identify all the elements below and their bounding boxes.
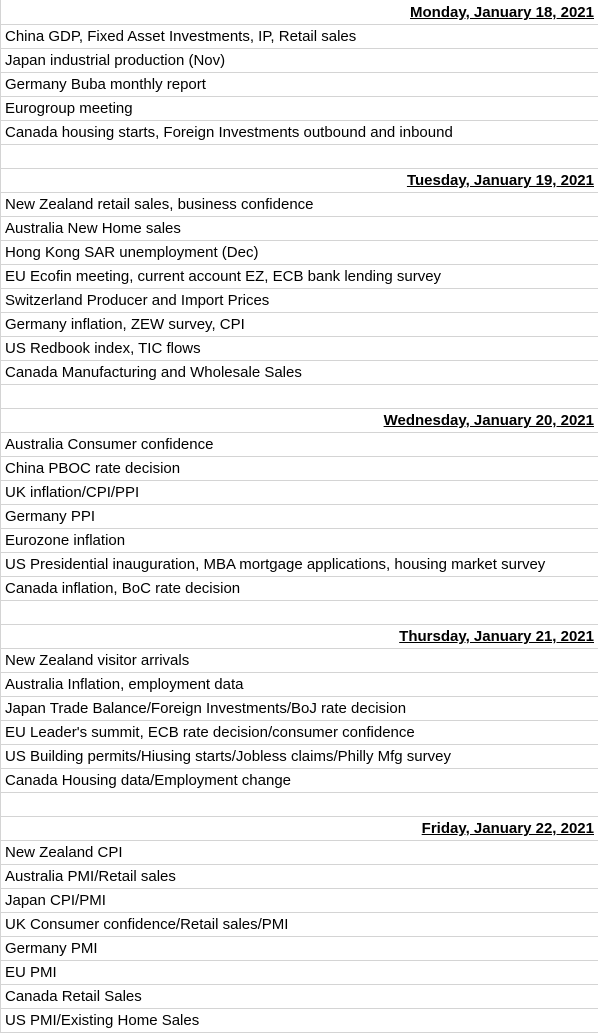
day-header-wednesday[interactable]: Wednesday, January 20, 2021 bbox=[1, 409, 598, 433]
event-cell[interactable]: Eurozone inflation bbox=[1, 529, 598, 553]
event-cell[interactable]: Australia New Home sales bbox=[1, 217, 598, 241]
event-cell[interactable]: Australia Inflation, employment data bbox=[1, 673, 598, 697]
event-cell[interactable]: Australia PMI/Retail sales bbox=[1, 865, 598, 889]
event-cell[interactable]: Germany Buba monthly report bbox=[1, 73, 598, 97]
event-cell[interactable]: Japan industrial production (Nov) bbox=[1, 49, 598, 73]
event-cell[interactable]: Canada Manufacturing and Wholesale Sales bbox=[1, 361, 598, 385]
event-cell[interactable]: Canada Housing data/Employment change bbox=[1, 769, 598, 793]
event-cell[interactable]: China PBOC rate decision bbox=[1, 457, 598, 481]
blank-row[interactable] bbox=[1, 145, 598, 169]
event-cell[interactable]: Australia Consumer confidence bbox=[1, 433, 598, 457]
event-cell[interactable]: Japan CPI/PMI bbox=[1, 889, 598, 913]
event-cell[interactable]: UK inflation/CPI/PPI bbox=[1, 481, 598, 505]
event-cell[interactable]: Germany PPI bbox=[1, 505, 598, 529]
event-cell[interactable]: New Zealand CPI bbox=[1, 841, 598, 865]
event-cell[interactable]: US PMI/Existing Home Sales bbox=[1, 1009, 598, 1033]
blank-row[interactable] bbox=[1, 601, 598, 625]
event-cell[interactable]: Switzerland Producer and Import Prices bbox=[1, 289, 598, 313]
blank-row[interactable] bbox=[1, 793, 598, 817]
blank-row[interactable] bbox=[1, 385, 598, 409]
event-cell[interactable]: EU Leader's summit, ECB rate decision/consumer confidence bbox=[1, 721, 598, 745]
day-header-tuesday[interactable]: Tuesday, January 19, 2021 bbox=[1, 169, 598, 193]
event-cell[interactable]: China GDP, Fixed Asset Investments, IP, Retail sales bbox=[1, 25, 598, 49]
event-cell[interactable]: EU Ecofin meeting, current account EZ, ECB bank lending survey bbox=[1, 265, 598, 289]
day-header-monday[interactable]: Monday, January 18, 2021 bbox=[1, 0, 598, 25]
event-cell[interactable]: New Zealand retail sales, business confidence bbox=[1, 193, 598, 217]
event-cell[interactable]: New Zealand visitor arrivals bbox=[1, 649, 598, 673]
event-cell[interactable]: Germany inflation, ZEW survey, CPI bbox=[1, 313, 598, 337]
event-cell[interactable]: Germany PMI bbox=[1, 937, 598, 961]
event-cell[interactable]: Canada Retail Sales bbox=[1, 985, 598, 1009]
event-cell[interactable]: Japan Trade Balance/Foreign Investments/BoJ rate decision bbox=[1, 697, 598, 721]
event-cell[interactable]: US Redbook index, TIC flows bbox=[1, 337, 598, 361]
day-header-friday[interactable]: Friday, January 22, 2021 bbox=[1, 817, 598, 841]
event-cell[interactable]: Canada housing starts, Foreign Investments outbound and inbound bbox=[1, 121, 598, 145]
event-cell[interactable]: US Presidential inauguration, MBA mortgage applications, housing market survey bbox=[1, 553, 598, 577]
event-cell[interactable]: UK Consumer confidence/Retail sales/PMI bbox=[1, 913, 598, 937]
event-cell[interactable]: US Building permits/Hiusing starts/Jobless claims/Philly Mfg survey bbox=[1, 745, 598, 769]
event-cell[interactable]: EU PMI bbox=[1, 961, 598, 985]
event-cell[interactable]: Hong Kong SAR unemployment (Dec) bbox=[1, 241, 598, 265]
day-header-thursday[interactable]: Thursday, January 21, 2021 bbox=[1, 625, 598, 649]
event-cell[interactable]: Canada inflation, BoC rate decision bbox=[1, 577, 598, 601]
event-cell[interactable]: Eurogroup meeting bbox=[1, 97, 598, 121]
